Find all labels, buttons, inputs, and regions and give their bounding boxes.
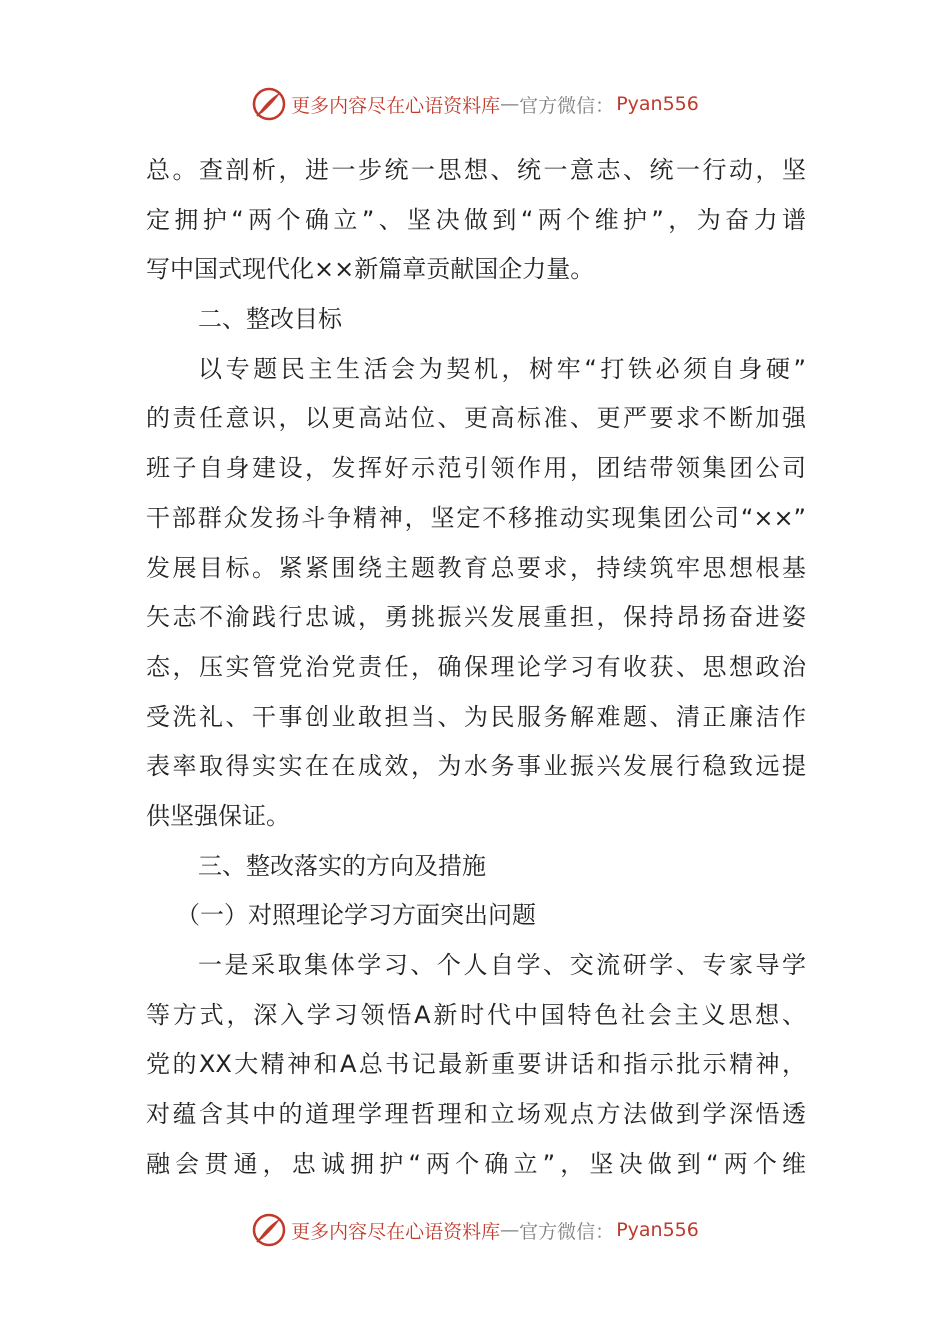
text-line: 干部群众发扬斗争精神，坚定不移推动实现集团公司“××” [146,503,806,532]
text-line: 总。查剖析，进一步统一思想、统一意志、统一行动，坚 [146,156,806,184]
text-line: 供坚强保证。 [146,801,290,830]
text-line: 融会贯通，忠诚拥护“两个确立”，坚决做到“两个维 [146,1149,806,1178]
quill-logo-icon [251,1212,287,1248]
text-line: 一是采取集体学习、个人自学、交流研学、专家导学 [198,951,806,979]
banner-separator: — [500,93,520,115]
banner-title: 更多内容尽在心语资料库 [291,1220,501,1243]
section-heading: 二、整改目标 [198,305,342,334]
text-line: 态，压实管党治党责任，确保理论学习有收获、思想政治 [146,652,806,681]
banner-wechat-id: Pyan556 [616,93,699,115]
text-line: 对蕴含其中的道理学理哲理和立场观点方法做到学深悟透 [146,1100,806,1129]
banner-separator: — [500,1219,520,1241]
text-line: 以专题民主生活会为契机，树牢“打铁必须自身硬” [198,354,806,383]
section-heading: 三、整改落实的方向及措施 [198,851,486,880]
text-line: 写中国式现代化××新篇章贡献国企力量。 [146,255,595,284]
document-body [146,146,806,1189]
text-line: 表率取得实实在在成效，为水务事业振兴发展行稳致远提 [146,752,806,781]
header-banner [0,82,950,126]
footer-banner [0,1208,950,1252]
text-line: 的责任意识，以更高站位、更高标准、更严要求不断加强 [146,404,806,433]
text-line: 受洗礼、干事创业敢担当、为民服务解难题、清正廉洁作 [146,702,806,731]
banner-wechat-id: Pyan556 [616,1219,699,1241]
text-line: 班子自身建设，发挥好示范引领作用，团结带领集团公司 [146,454,806,483]
subsection-heading: （一）对照理论学习方面突出问题 [176,901,536,930]
banner-title: 更多内容尽在心语资料库 [291,94,501,117]
text-line: 等方式，深入学习领悟A新时代中国特色社会主义思想、 [146,1000,806,1029]
text-line: 定拥护“两个确立”、坚决做到“两个维护”，为奋力谱 [146,205,806,234]
banner-wechat-label: 官方微信： [519,1220,615,1243]
text-line: 发展目标。紧紧围绕主题教育总要求，持续筑牢思想根基 [146,553,806,582]
quill-logo-icon [251,86,287,122]
text-line: 矢志不渝践行忠诚，勇挑振兴发展重担，保持昂扬奋进姿 [146,603,806,632]
text-line: 党的XX大精神和A总书记最新重要讲话和指示批示精神， [146,1050,806,1079]
banner-wechat-label: 官方微信： [519,94,615,117]
